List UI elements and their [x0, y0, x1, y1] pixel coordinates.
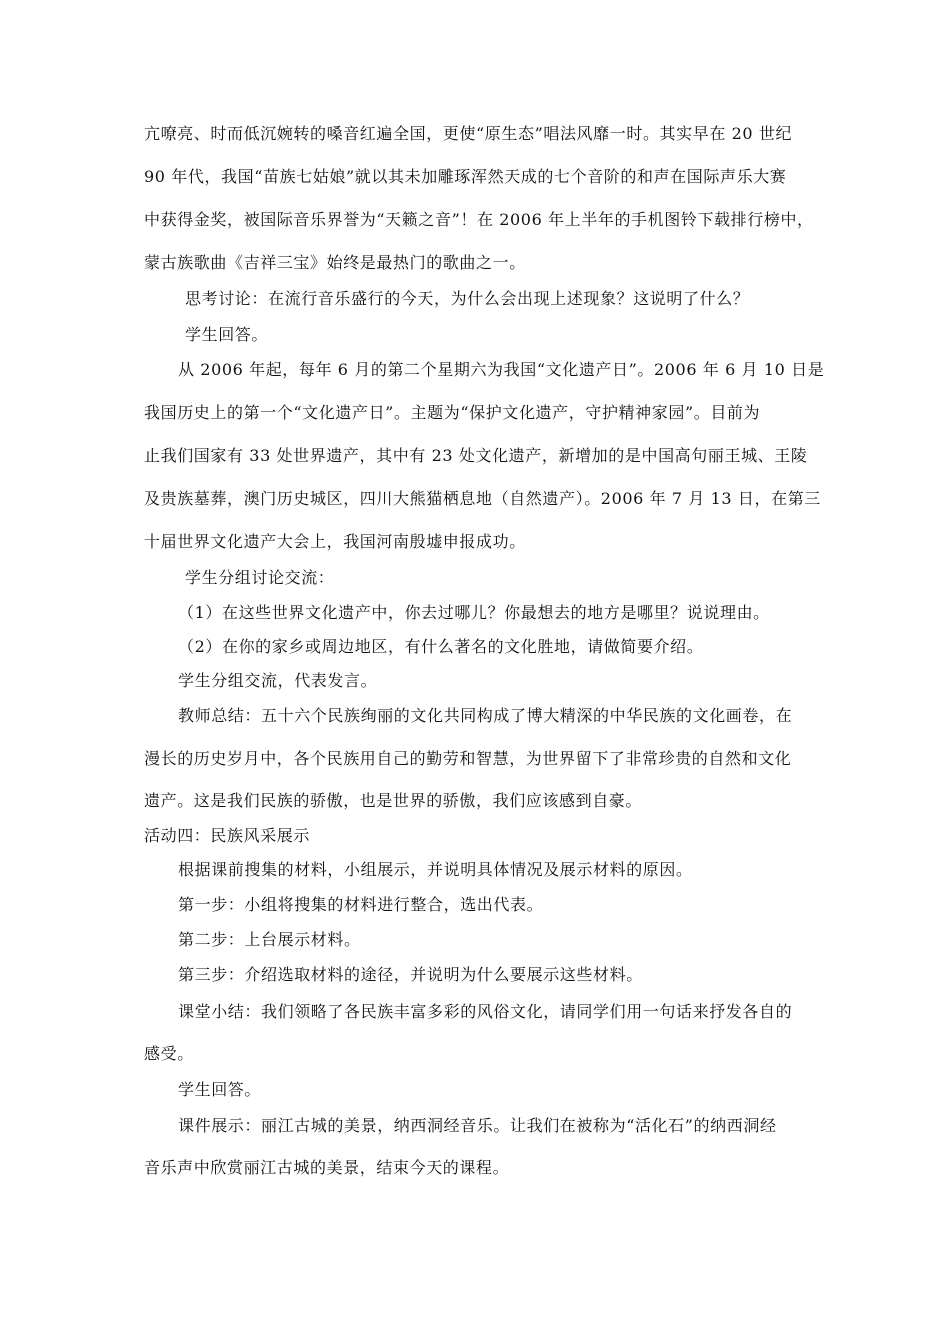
text-line: 学生分组交流，代表发言。: [178, 671, 378, 690]
text-line: 我国历史上的第一个“文化遗产日”。主题为“保护文化遗产，守护精神家园”。目前为: [144, 403, 761, 422]
text-line: 课件展示：丽江古城的美景，纳西洞经音乐。让我们在被称为“活化石”的纳西洞经: [178, 1116, 777, 1135]
text-line: （2）在你的家乡或周边地区，有什么著名的文化胜地，请做简要介绍。: [178, 637, 704, 656]
text-line: 感受。: [144, 1044, 194, 1063]
text-line: 第三步：介绍选取材料的途径，并说明为什么要展示这些材料。: [178, 965, 643, 984]
text-line: 从 2006 年起，每年 6 月的第二个星期六为我国“文化遗产日”。2006 年 6 月 10 日是: [178, 360, 825, 379]
text-line: 学生回答。: [178, 1080, 262, 1099]
text-line: 90 年代，我国“苗族七姑娘”就以其未加雕琢浑然天成的七个音阶的和声在国际声乐大赛: [144, 167, 787, 186]
text-line: 中获得金奖，被国际音乐界誉为“天籁之音”！在 2006 年上半年的手机图铃下载排行榜中，: [144, 210, 814, 229]
text-line: 蒙古族歌曲《吉祥三宝》始终是最热门的歌曲之一。: [144, 253, 526, 272]
text-line: 学生分组讨论交流：: [185, 568, 335, 587]
text-line: 十届世界文化遗产大会上，我国河南殷墟申报成功。: [144, 532, 526, 551]
section-heading: 活动四：民族风采展示: [144, 826, 311, 845]
text-line: 课堂小结：我们领略了各民族丰富多彩的风俗文化，请同学们用一句话来抒发各自的: [178, 1002, 793, 1021]
text-line: 音乐声中欣赏丽江古城的美景，结束今天的课程。: [144, 1158, 510, 1177]
text-line: 学生回答。: [185, 325, 269, 344]
text-line: 及贵族墓葬，澳门历史城区，四川大熊猫栖息地（自然遗产）。2006 年 7 月 13 日，在第三: [144, 489, 821, 508]
text-line: 根据课前搜集的材料，小组展示，并说明具体情况及展示材料的原因。: [178, 860, 693, 879]
text-line: 第一步：小组将搜集的材料进行整合，选出代表。: [178, 895, 544, 914]
text-line: 教师总结：五十六个民族绚丽的文化共同构成了博大精深的中华民族的文化画卷，在: [178, 706, 793, 725]
text-line: 亢嘹亮、时而低沉婉转的嗓音红遍全国，更使“原生态”唱法风靡一时。其实早在 20 世纪: [144, 124, 793, 143]
text-line: 止我们国家有 33 处世界遗产，其中有 23 处文化遗产，新增加的是中国高句丽王城、王陵: [144, 446, 808, 465]
text-line: （1）在这些世界文化遗产中，你去过哪儿？你最想去的地方是哪里？说说理由。: [178, 603, 770, 622]
text-line: 思考讨论：在流行音乐盛行的今天，为什么会出现上述现象？这说明了什么？: [185, 289, 750, 308]
text-line: 第二步：上台展示材料。: [178, 930, 361, 949]
text-line: 遗产。这是我们民族的骄傲，也是世界的骄傲，我们应该感到自豪。: [144, 791, 643, 810]
text-line: 漫长的历史岁月中，各个民族用自己的勤劳和智慧，为世界留下了非常珍贵的自然和文化: [144, 749, 792, 768]
